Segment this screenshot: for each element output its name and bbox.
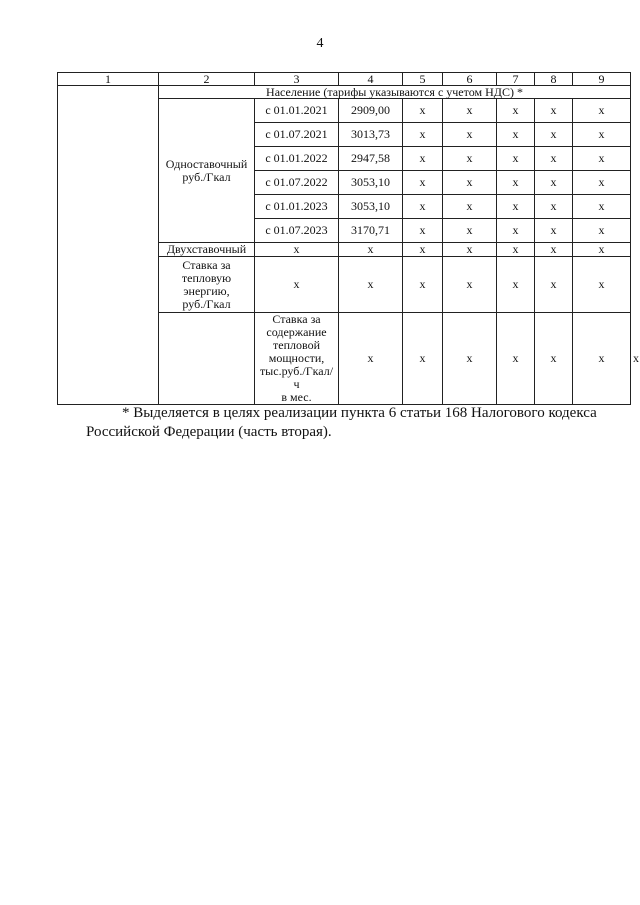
mark-cell: х bbox=[535, 123, 573, 147]
mark-cell: х bbox=[443, 147, 497, 171]
mark-cell: х bbox=[535, 147, 573, 171]
value-cell: 2947,58 bbox=[339, 147, 403, 171]
mark-cell: х bbox=[403, 243, 443, 257]
value-cell: 3053,10 bbox=[339, 195, 403, 219]
label-line: тыс.руб./Гкал/ч bbox=[259, 364, 334, 391]
mark-cell: х bbox=[573, 147, 631, 171]
label-line: содержание bbox=[266, 325, 327, 339]
mark-cell: х bbox=[339, 257, 403, 313]
mark-cell: х bbox=[535, 99, 573, 123]
mark-cell: х bbox=[255, 257, 339, 313]
mark-cell: х bbox=[443, 257, 497, 313]
single-rate-label-line: Одноставочный bbox=[165, 156, 248, 171]
mark-cell: х bbox=[573, 313, 631, 405]
mark-cell: х bbox=[443, 123, 497, 147]
mark-cell: х bbox=[573, 171, 631, 195]
mark-cell: х bbox=[403, 195, 443, 219]
mark-cell: х bbox=[443, 219, 497, 243]
heat-energy-label bbox=[159, 257, 255, 313]
mark-cell: х bbox=[497, 219, 535, 243]
mark-cell: х bbox=[443, 313, 497, 405]
mark-cell: х bbox=[403, 313, 443, 405]
mark-cell: х bbox=[573, 257, 631, 313]
mark-cell: х bbox=[497, 99, 535, 123]
mark-cell: х bbox=[497, 257, 535, 313]
header-col-3: 3 bbox=[255, 73, 339, 86]
header-col-2: 2 bbox=[159, 73, 255, 86]
mark-cell: х bbox=[255, 243, 339, 257]
label-line: тепловой bbox=[273, 338, 320, 352]
page-number: 4 bbox=[316, 36, 324, 51]
label-line: тепловую bbox=[181, 270, 232, 285]
population-row bbox=[58, 86, 631, 99]
mark-cell: х bbox=[497, 243, 535, 257]
mark-cell: х bbox=[443, 243, 497, 257]
mark-cell: х bbox=[535, 243, 573, 257]
period-cell: с 01.07.2021 bbox=[255, 123, 339, 147]
mark-cell: х bbox=[497, 171, 535, 195]
label-line: Ставка за bbox=[182, 257, 231, 272]
mark-cell: х bbox=[573, 99, 631, 123]
mark-cell: х bbox=[535, 257, 573, 313]
mark-cell: х bbox=[403, 99, 443, 123]
mark-cell: х bbox=[535, 219, 573, 243]
mark-cell: х bbox=[403, 257, 443, 313]
period-cell: с 01.07.2023 bbox=[255, 219, 339, 243]
mark-cell: х bbox=[573, 195, 631, 219]
header-col-8: 8 bbox=[535, 73, 573, 86]
value-cell: 3053,10 bbox=[339, 171, 403, 195]
heat-capacity-label bbox=[255, 313, 339, 405]
period-cell: с 01.01.2023 bbox=[255, 195, 339, 219]
footnote-line-2: Российской Федерации (часть вторая). bbox=[86, 424, 332, 440]
header-col-4: 4 bbox=[339, 73, 403, 86]
two-rate-label: Двухставочный bbox=[159, 243, 255, 257]
header-col-1: 1 bbox=[58, 73, 159, 86]
mark-cell: х bbox=[535, 171, 573, 195]
label-line: энергию, bbox=[183, 283, 230, 298]
header-row bbox=[58, 73, 631, 86]
mark-cell: х bbox=[443, 99, 497, 123]
header-col-5: 5 bbox=[403, 73, 443, 86]
footnote bbox=[86, 404, 626, 442]
mark-cell: х bbox=[443, 171, 497, 195]
col1-block-a bbox=[58, 86, 159, 405]
mark-cell: х bbox=[535, 195, 573, 219]
mark-cell: х bbox=[535, 313, 573, 405]
tariff-table bbox=[57, 72, 639, 405]
header-col-7: 7 bbox=[497, 73, 535, 86]
mark-cell: х bbox=[573, 219, 631, 243]
col1-block-b bbox=[159, 313, 255, 405]
period-cell: с 01.01.2022 bbox=[255, 147, 339, 171]
header-col-6: 6 bbox=[443, 73, 497, 86]
value-cell: 3170,71 bbox=[339, 219, 403, 243]
footnote-line-1: * Выделяется в целях реализации пункта 6 статьи 168 Налогового кодекса bbox=[122, 405, 597, 421]
mark-cell: х bbox=[403, 219, 443, 243]
mark-cell: х bbox=[403, 147, 443, 171]
mark-cell: х bbox=[443, 195, 497, 219]
mark-cell: х bbox=[573, 243, 631, 257]
value-cell: 2909,00 bbox=[339, 99, 403, 123]
mark-cell: х bbox=[497, 147, 535, 171]
single-rate-unit: руб./Гкал bbox=[182, 169, 231, 184]
mark-cell: х bbox=[339, 313, 403, 405]
mark-cell: х bbox=[497, 313, 535, 405]
mark-cell: х bbox=[403, 171, 443, 195]
value-cell: 3013,73 bbox=[339, 123, 403, 147]
label-line: Ставка за bbox=[272, 312, 321, 326]
period-cell: с 01.07.2022 bbox=[255, 171, 339, 195]
mark-cell: х bbox=[497, 195, 535, 219]
population-note: Население (тарифы указываются с учетом НДС) * bbox=[159, 86, 631, 99]
period-cell: с 01.01.2021 bbox=[255, 99, 339, 123]
label-line: руб./Гкал bbox=[182, 296, 231, 311]
header-col-9: 9 bbox=[573, 73, 631, 86]
heat-capacity-row: Ставка за содержание тепловой мощности, тыс.руб./Гкал/ч в мес. х х х х х х х bbox=[58, 313, 631, 405]
mark-cell: х bbox=[497, 123, 535, 147]
single-rate-label bbox=[159, 99, 255, 243]
mark-cell: х bbox=[403, 123, 443, 147]
mark-cell: х bbox=[573, 123, 631, 147]
label-line: в мес. bbox=[281, 390, 312, 404]
mark-cell: х bbox=[339, 243, 403, 257]
label-line: мощности, bbox=[268, 351, 325, 365]
